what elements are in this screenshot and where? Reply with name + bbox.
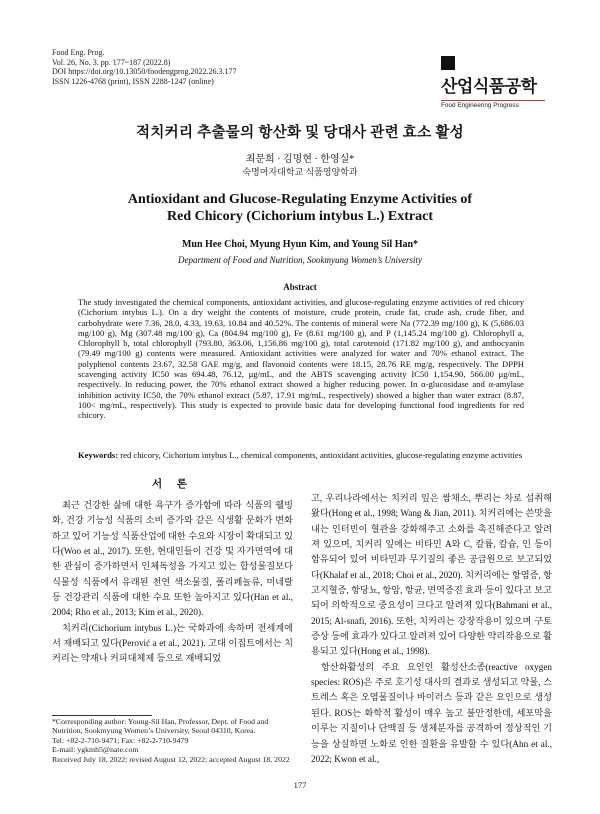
body-paragraph: 치커리(Cichorium intybus L.)는 국화과에 속하며 전세계에서 재배되고 있다(Perović a et al., 2021). 고대 이집트에서는 치커리는 약재나 커피대체제 등으로 재배되었 (52, 622, 293, 664)
logo-title: 산업식품공학 (441, 77, 537, 97)
body-paragraph: 고, 우리나라에서는 치커리 잎은 쌈채소, 뿌리는 차로 섭취해왔다(Hong et al., 1998; Wang & Jian, 2011). 치커리에는 쓴맛을 내는 인터빈이 혈관을 강화해주고 소화를 촉진해준다고 알려져 있으며, 치커리 잎에는 비타민 A와 C, 칼륨, 칼슘, 인 등이 함유되어 있어 비타민과 무기질의 좋은 공급원으로 보고되었다(Khalaf et al., 2018; Choi et al., 2020). 치커리에는 항염증, 항고지혈증, 항당뇨, 항암, 항균, 면역증진 효과 등이 있다고 보고되어 의학적으로 중요성이 크다고 알려져 있다(Bahmani et al., 2015; Al-snafi, 2016). 또한, 치커리는 강장작용이 있으며 구토 증상 등에 효과가 있다고 알려져 있어 다양한 약리작용으로 활용되고 있다(Hong et al., 1998). (311, 493, 552, 657)
correspondence-footnote (52, 717, 297, 764)
body-paragraph: 최근 건강한 삶에 대한 욕구가 증가함에 따라 식품의 웰빙화, 건강 기능성 식품의 소비 증가와 같은 식생활 문화가 변화하고 있어 기능성 식품산업에 대한 수요와 시장이 확대되고 있다(Woo et al., 2017). 또한, 현대인들이 건강 및 자가면역에 대한 관심이 증가하면서 인체독성을 가지고 있는 합성물질보다 식물성 식품에서 유래된 천연 색소물질, 폴리페놀류, 미네랄 등 건강관리 식품에 대한 수요 또한 높아지고 있다(Han et al., 2004; Rho et al., 2013; Kim et al., 2020). (52, 500, 293, 618)
journal-meta (52, 48, 237, 86)
logo-subtitle: Food Engineering Progress (441, 100, 545, 109)
body-column-left (52, 498, 293, 667)
footnote-email: E-mail: ygkmh5@nate.com (52, 745, 139, 755)
footnote-phone: Tel: +82-2-710-9471; Fax: +82-2-710-9479 (52, 735, 189, 745)
journal-volume: Vol. 26, No. 3. pp. 177~187 (2022.8) (52, 57, 171, 67)
title-english-line2: Red Chicory (Cichorium intybus L.) Extract (167, 209, 433, 224)
authors-korean: 최문희 · 김명현 · 한영실* (245, 154, 355, 165)
affiliation-korean: 숙명여자대학교 식품영양학과 (242, 167, 358, 177)
keywords-text: red chicory, Cichorium intybus L., chemical components, antioxidant activities, glucose-regulating enzyme activities (120, 450, 523, 460)
page-number: 177 (293, 780, 307, 790)
journal-logo (441, 54, 551, 109)
title-korean: 적치커리 추출물의 항산화 및 당대사 관련 효소 활성 (136, 125, 464, 141)
section-heading-introduction: 서 론 (152, 479, 193, 490)
journal-issn: ISSN 1226-4768 (print), ISSN 2288-1247 (online) (52, 76, 214, 86)
abstract-heading: Abstract (283, 282, 317, 292)
footnote-dates: Received July 18, 2022; revised August 12, 2022; accepted August 18, 2022 (52, 754, 290, 764)
keywords-label: Keywords: (78, 450, 119, 460)
body-column-right (311, 491, 552, 767)
title-english (0, 191, 600, 225)
footnote-author: *Corresponding author: Young-Sil Han, Professor, Dept. of Food and Nutrition, Sookmyung Women’s University, Seoul 04310, Korea. (52, 717, 269, 736)
title-english-line1: Antioxidant and Glucose-Regulating Enzyme Activities of (127, 192, 473, 207)
keywords (78, 450, 524, 460)
authors-english: Mun Hee Choi, Myung Hyun Kim, and Young Sil Han* (181, 239, 419, 250)
department-english: Department of Food and Nutrition, Sookmyung Women’s University (178, 255, 422, 265)
footnote-divider (52, 715, 152, 716)
logo-mark-icon (441, 56, 455, 70)
journal-name: Food Eng. Prog. (52, 48, 105, 57)
journal-doi: DOI https://doi.org/10.13050/foodengprog.2022.26.3.177 (52, 67, 237, 77)
body-paragraph: 항산화활성의 주요 요인인 활성산소종(reactive oxygen species: ROS)은 주로 호기성 대사의 결과로 생성되고 약물, 스트레스 혹은 오염물질이나 바이러스 등과 같은 요인으로 생성된다. ROS는 화학적 활성이 매우 높고 불안정한데, 세포막을 이루는 지질이나 단백질 등 생체분자를 공격하여 정상적인 기능을 상실하면 노화로 인한 질환을 유발할 수 있다(Ahn et al., 2022; Kwon et al., (311, 661, 552, 764)
abstract-text: The study investigated the chemical components, antioxidant activities, and glucose-regulating enzyme activities of red chicory (Cichorium intybus L.). On a dry weight the contents of moisture, crude protein, crude fat, crude ash, crude fiber, and carbohydrate were 7.36, 28.0, 4.33, 19.63, 10.84 and 40.52%. The contents of mineral were Na (772.39 mg/100 g), K (5,686.03 mg/100 g), Mg (307.48 mg/100 g), Ca (804.94 mg/100 g), Fe (8.61 mg/100 g), and P (1,145.24 mg/100 g). Chlorophyll a, Chlorophyll b, total chlorophyll (793.80, 363.06, 1,156.86 mg/100 g), total carotenoid (171.82 mg/100 g), and anthocyanin (79.49 mg/100 g) contents were measured. Antioxidant activities were analyzed for water and 70% ethanol extract. The polyphenol contents 23.67, 32.58 GAE mg/g, and flavonoid contents were 18.15, 28.76 RE mg/g, respectively. The DPPH scavenging activity IC50 was 694.48, 76.12, μg/mL, and the ABTS scavenging activity IC50 1,154.90, 566.00 μg/mL, respectively. In reducing power, the 70% ethanol extract showed a higher reducing power. In α-glucosidase and α-amylase inhibition activity IC50, the 70% ethanol extract (5.87, 17.91 mg/mL, respectively) showed a higher than water extract (8.87, 100< mg/mL, respectively). This study is expected to provide basic data for developing functional food ingredients for red chicory. (78, 297, 524, 421)
